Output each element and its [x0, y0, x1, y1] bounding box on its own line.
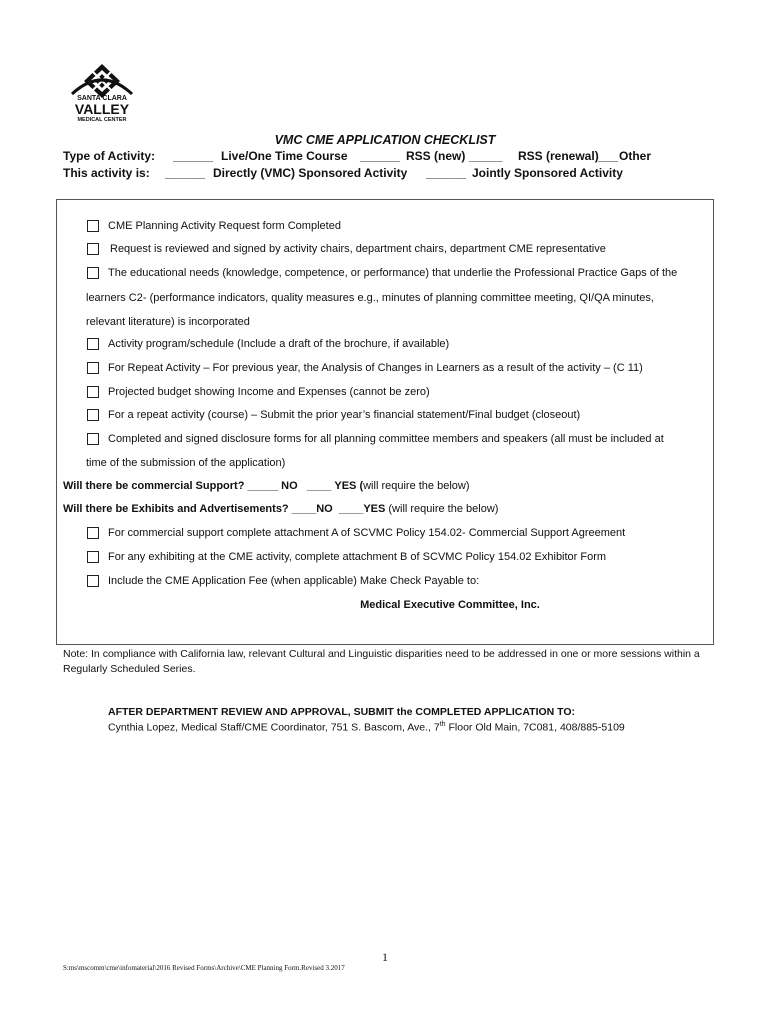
- checkbox-educational-needs[interactable]: [87, 267, 99, 279]
- exhibits-no: NO: [316, 503, 333, 515]
- commercial-support-yes-blank[interactable]: ____: [306, 480, 332, 492]
- checklist-item-educational-needs-cont1: learners C2- (performance indicators, quality measures e.g., minutes of planning committee meeting, QI/QA minutes,: [86, 292, 654, 304]
- logo-line1: SANTA CLARA: [77, 95, 127, 102]
- type-option-rss-renewal: RSS (renewal): [518, 149, 599, 163]
- checklist-item-attachment-a: For commercial support complete attachment A of SCVMC Policy 154.02- Commercial Support Agreement: [108, 527, 626, 539]
- type-option-rss-new: RSS (new): [406, 149, 466, 163]
- commercial-support-yes: YES (: [334, 480, 364, 492]
- checkbox-application-fee[interactable]: [87, 575, 99, 587]
- logo-line3: MEDICAL CENTER: [77, 117, 127, 123]
- checklist-item-program-schedule: Activity program/schedule (Include a draft of the brochure, if available): [108, 338, 450, 350]
- submit-contact: [108, 721, 625, 734]
- exhibits-label: Will there be Exhibits and Advertisements?: [63, 503, 289, 515]
- exhibits-yes: YES: [363, 503, 386, 515]
- checkbox-attachment-a[interactable]: [87, 527, 99, 539]
- activity-option-directly: Directly (VMC) Sponsored Activity: [213, 166, 408, 180]
- exhibits-suffix: (will require the below): [388, 503, 499, 515]
- page-number: 1: [382, 950, 388, 964]
- checkbox-attachment-b[interactable]: [87, 551, 99, 563]
- type-blank-1[interactable]: ______: [173, 149, 214, 163]
- contact-text-post: Floor Old Main, 7C081, 408/885-5109: [445, 721, 625, 734]
- type-blank-4[interactable]: ___: [598, 149, 619, 163]
- checklist-item-application-fee: Include the CME Application Fee (when applicable) Make Check Payable to:: [108, 575, 480, 587]
- logo-line2: VALLEY: [74, 101, 130, 117]
- vmc-logo: [64, 64, 140, 126]
- exhibits-yes-blank[interactable]: ____: [338, 503, 364, 515]
- commercial-support-label: Will there be commercial Support?: [63, 480, 245, 492]
- checklist-item-planning-request: CME Planning Activity Request form Completed: [108, 220, 341, 232]
- checklist-item-repeat-activity-analysis: For Repeat Activity – For previous year, the Analysis of Changes in Learners as a result of the activity – (C 11): [108, 362, 643, 374]
- payee-name: Medical Executive Committee, Inc.: [360, 599, 540, 611]
- activity-option-jointly: Jointly Sponsored Activity: [472, 166, 623, 180]
- checkbox-projected-budget[interactable]: [87, 386, 99, 398]
- checkbox-request-reviewed[interactable]: [87, 243, 99, 255]
- activity-blank-1[interactable]: ______: [165, 166, 206, 180]
- checklist-item-disclosure-forms-cont: time of the submission of the application): [86, 457, 286, 469]
- commercial-support-question: [63, 480, 470, 492]
- checklist-item-disclosure-forms: Completed and signed disclosure forms for all planning committee members and speakers (all must be included at: [108, 433, 664, 445]
- contact-superscript: th: [439, 721, 446, 728]
- checkbox-repeat-activity-analysis[interactable]: [87, 362, 99, 374]
- checkbox-disclosure-forms[interactable]: [87, 433, 99, 445]
- diamond-lattice-icon: [64, 64, 140, 98]
- checkbox-prior-year-financial[interactable]: [87, 409, 99, 421]
- compliance-note: Note: In compliance with California law, relevant Cultural and Linguistic disparities need to be addressed in one or more sessions within a Regularly Scheduled Series.: [63, 648, 700, 675]
- submit-heading: AFTER DEPARTMENT REVIEW AND APPROVAL, SUBMIT the COMPLETED APPLICATION TO:: [108, 706, 576, 718]
- checklist-item-prior-year-financial: For a repeat activity (course) – Submit the prior year’s financial statement/Final budget (closeout): [108, 409, 581, 421]
- page-title: VMC CME APPLICATION CHECKLIST: [274, 133, 496, 147]
- file-path-footer: S:ms\mscomm\cme\infomaterial\2016 Revised Forms\Archive\CME Planning Form.Revised 3.2017: [63, 964, 345, 972]
- checklist-item-request-reviewed: Request is reviewed and signed by activity chairs, department chairs, department CME representative: [110, 243, 606, 255]
- exhibits-question: [63, 503, 498, 515]
- commercial-support-no: NO: [281, 480, 298, 492]
- checkbox-program-schedule[interactable]: [87, 338, 99, 350]
- checklist-item-educational-needs: The educational needs (knowledge, competence, or performance) that underlie the Professional Practice Gaps of the: [108, 267, 678, 279]
- checkbox-planning-request[interactable]: [87, 220, 99, 232]
- commercial-support-no-blank[interactable]: _____: [247, 480, 279, 492]
- checklist-item-projected-budget: Projected budget showing Income and Expenses (cannot be zero): [108, 386, 430, 398]
- contact-text-pre: Cynthia Lopez, Medical Staff/CME Coordinator, 751 S. Bascom, Ave., 7: [108, 721, 440, 734]
- commercial-support-suffix: will require the below): [363, 480, 470, 492]
- checklist-item-attachment-b: For any exhibiting at the CME activity, complete attachment B of SCVMC Policy 154.02 Exhibitor Form: [108, 551, 607, 563]
- type-option-other: Other: [619, 149, 652, 163]
- type-of-activity-label: Type of Activity:: [63, 149, 156, 163]
- checklist-item-educational-needs-cont2: relevant literature) is incorporated: [86, 316, 250, 328]
- type-blank-3[interactable]: _____: [469, 149, 503, 163]
- type-blank-2[interactable]: ______: [360, 149, 401, 163]
- activity-blank-2[interactable]: ______: [426, 166, 467, 180]
- exhibits-no-blank[interactable]: ____: [291, 503, 317, 515]
- type-option-live: Live/One Time Course: [221, 149, 348, 163]
- activity-is-label: This activity is:: [63, 166, 150, 180]
